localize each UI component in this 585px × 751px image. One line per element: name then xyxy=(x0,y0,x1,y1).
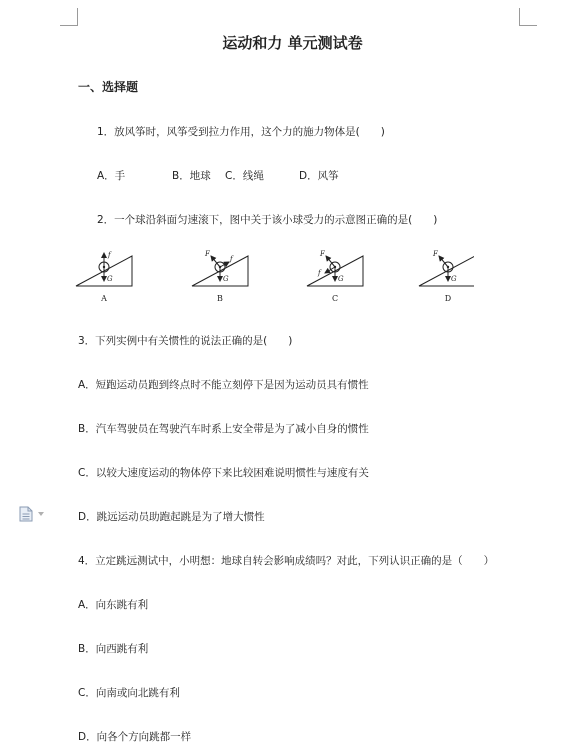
question-4-option-a: A．向东跳有利 xyxy=(78,599,149,611)
diagram-a-label-2: G xyxy=(107,275,113,283)
diagram-b-label-1: F xyxy=(205,250,210,258)
diagram-b-label-3: G xyxy=(223,275,229,283)
question-3-option-d: D．跳远运动员助跑起跳是为了增大惯性 xyxy=(78,511,265,523)
diagram-d-label-2: G xyxy=(451,275,457,283)
question-3-stem: 3．下列实例中有关惯性的说法正确的是( ) xyxy=(78,335,293,347)
question-4-stem: 4．立定跳远测试中，小明想：地球自转会影响成绩吗？对此，下列认识正确的是（ ） xyxy=(78,555,495,567)
question-4-option-d: D．向各个方向跳都一样 xyxy=(78,731,192,743)
question-3-option-b: B．汽车驾驶员在驾驶汽车时系上安全带是为了减小自身的惯性 xyxy=(78,423,369,435)
question-1-option-d: D．风筝 xyxy=(299,170,339,182)
question-1-option-c: C．线绳 xyxy=(225,170,264,182)
diagram-c xyxy=(307,250,363,303)
diagram-b-label-2: f xyxy=(230,255,233,263)
document-title: 运动和力 单元测试卷 xyxy=(222,34,363,52)
question-3-option-c: C．以较大速度运动的物体停下来比较困难说明惯性与速度有关 xyxy=(78,467,369,479)
diagram-b xyxy=(192,250,248,303)
document-icon xyxy=(20,507,32,521)
question-1-option-a: A．手 xyxy=(97,170,126,182)
diagram-a-label-1: f xyxy=(108,251,111,259)
margin-document-menu[interactable] xyxy=(19,506,49,522)
question-2-force-diagrams xyxy=(74,248,474,306)
diagram-c-label-3: G xyxy=(338,275,344,283)
question-4-option-b: B．向西跳有利 xyxy=(78,643,149,655)
diagram-c-caption: C xyxy=(331,294,339,303)
diagram-d xyxy=(419,250,474,303)
question-1-stem: 1．放风筝时，风筝受到拉力作用，这个力的施力物体是( ) xyxy=(97,126,385,138)
diagram-a-caption: A xyxy=(101,294,107,303)
diagram-a xyxy=(76,251,132,303)
diagram-c-label-1: F xyxy=(320,250,325,258)
question-2-stem: 2．一个球沿斜面匀速滚下，图中关于该小球受力的示意图正确的是( ) xyxy=(97,214,438,226)
diagram-d-caption: D xyxy=(444,294,452,303)
diagram-b-caption: B xyxy=(217,294,223,303)
section-heading: 一、选择题 xyxy=(78,80,139,94)
question-1-option-b: B．地球 xyxy=(172,170,211,182)
diagram-c-label-2: f xyxy=(318,269,321,277)
question-1-options xyxy=(97,168,339,183)
page-corner-mark-top-left xyxy=(60,8,78,26)
question-4-option-c: C．向南或向北跳有利 xyxy=(78,687,180,699)
chevron-down-icon xyxy=(38,512,44,516)
diagram-d-label-1: F xyxy=(433,250,438,258)
question-3-option-a: A．短跑运动员跑到终点时不能立刻停下是因为运动员具有惯性 xyxy=(78,379,369,391)
page-corner-mark-top-right xyxy=(519,8,537,26)
